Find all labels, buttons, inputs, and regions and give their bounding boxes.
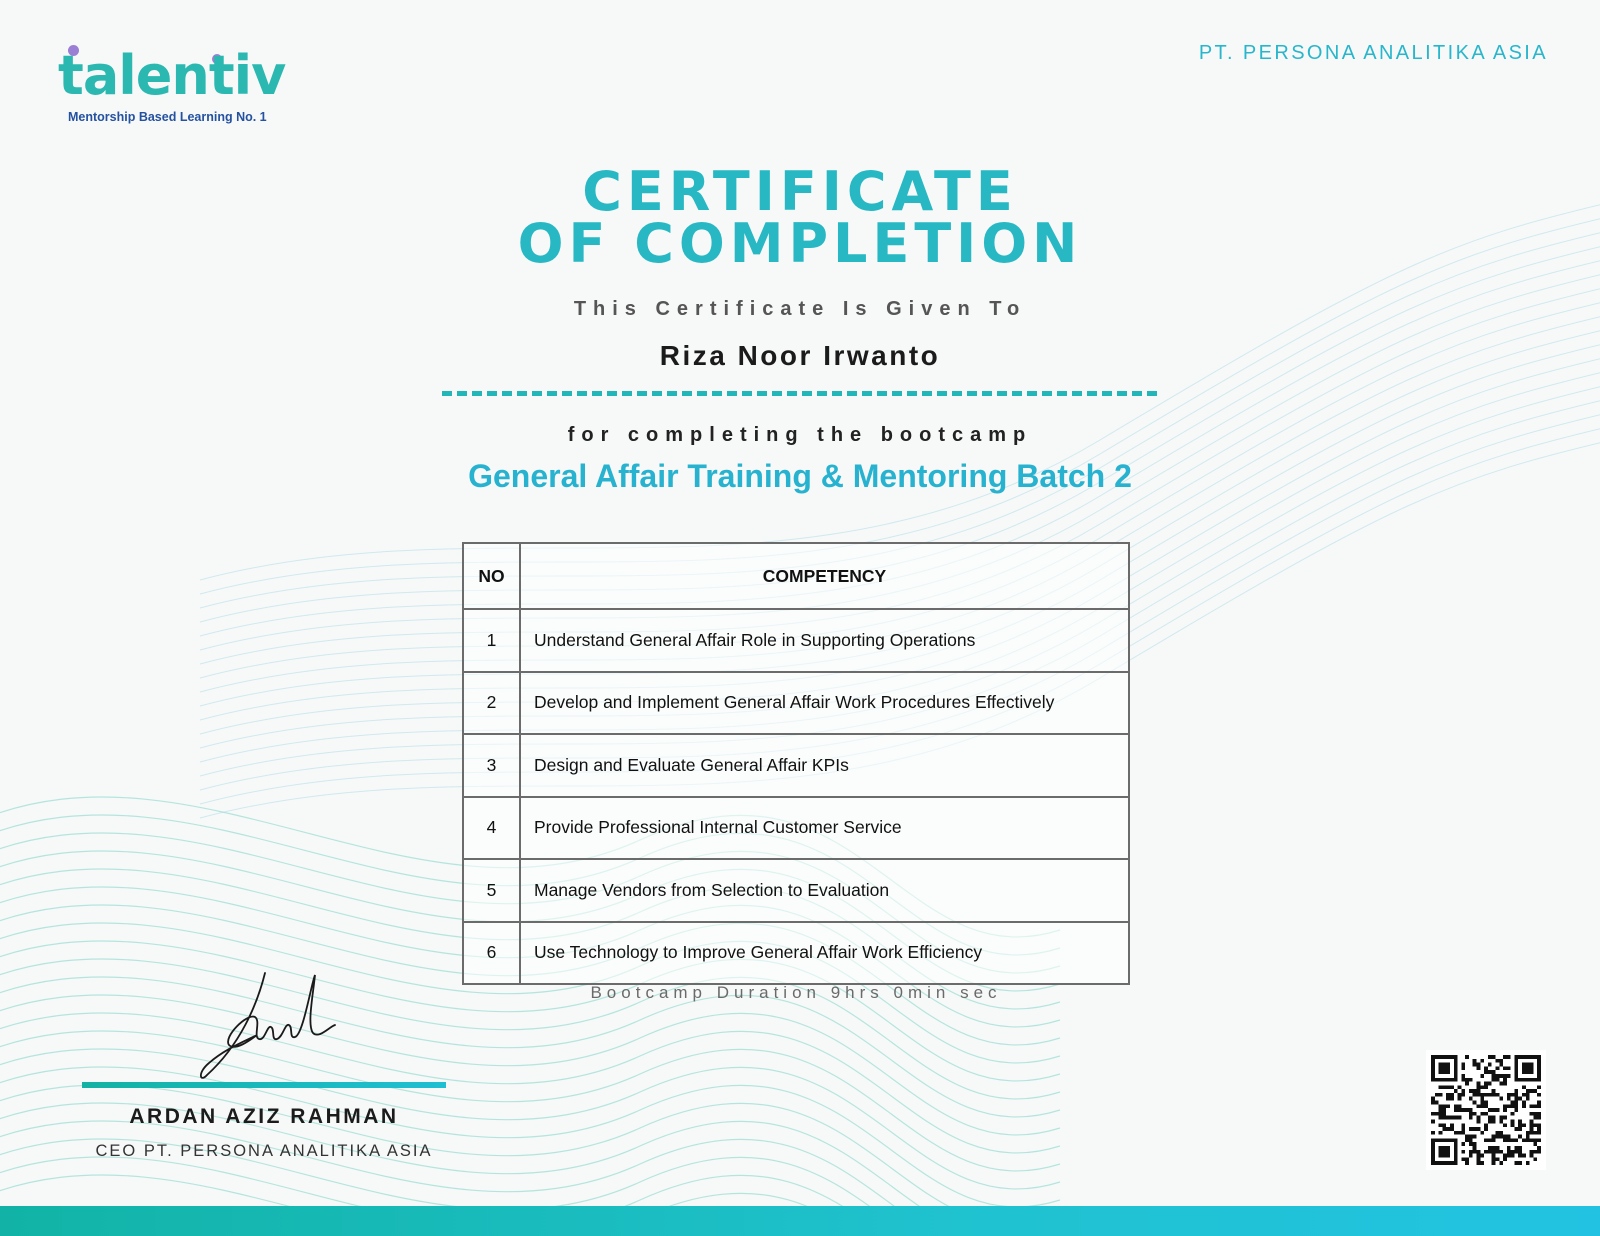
competency-text: Develop and Implement General Affair Work Procedures Effectively [520, 672, 1129, 735]
certificate-title-line-1: CERTIFICATE [582, 160, 1018, 223]
completing-caption: for completing the bootcamp [567, 424, 1033, 446]
recipient-name: Riza Noor Irwanto [659, 340, 941, 371]
row-number: 3 [463, 734, 520, 797]
signer-title: CEO PT. PERSONA ANALITIKA ASIA [95, 1142, 433, 1160]
given-to-caption: This Certificate Is Given To [573, 298, 1027, 320]
competency-table [462, 542, 1130, 985]
logo-wordmark: talentiv [58, 44, 286, 107]
row-number: 4 [463, 797, 520, 860]
bottom-accent-bar [0, 1206, 1600, 1236]
table-row [463, 609, 1129, 672]
signature-divider [82, 1082, 446, 1088]
bootcamp-duration: Bootcamp Duration 9hrs 0min sec [590, 983, 1002, 1002]
table-row [463, 859, 1129, 922]
table-row [463, 797, 1129, 860]
logo-tagline: Mentorship Based Learning No. 1 [68, 110, 267, 124]
table-row [463, 734, 1129, 797]
competency-text: Manage Vendors from Selection to Evaluation [520, 859, 1129, 922]
signer-name: ARDAN AZIZ RAHMAN [129, 1105, 399, 1128]
competency-text: Design and Evaluate General Affair KPIs [520, 734, 1129, 797]
row-number: 2 [463, 672, 520, 735]
name-underline-divider [442, 391, 1157, 396]
program-title: General Affair Training & Mentoring Batch 2 [468, 458, 1132, 494]
competency-text: Understand General Affair Role in Supporting Operations [520, 609, 1129, 672]
certificate-title-line-2: OF COMPLETION [517, 212, 1083, 275]
signature-image [195, 965, 345, 1085]
column-header-no: NO [463, 543, 520, 609]
talentiv-logo [58, 42, 298, 132]
qr-code-icon[interactable] [1426, 1050, 1546, 1170]
row-number: 6 [463, 922, 520, 985]
competency-text: Provide Professional Internal Customer Service [520, 797, 1129, 860]
table-header-row [463, 543, 1129, 609]
table-row [463, 672, 1129, 735]
table-row [463, 922, 1129, 985]
company-name-header: PT. PERSONA ANALITIKA ASIA [1198, 42, 1548, 64]
row-number: 5 [463, 859, 520, 922]
competency-text: Use Technology to Improve General Affair Work Efficiency [520, 922, 1129, 985]
column-header-competency: COMPETENCY [520, 543, 1129, 609]
row-number: 1 [463, 609, 520, 672]
